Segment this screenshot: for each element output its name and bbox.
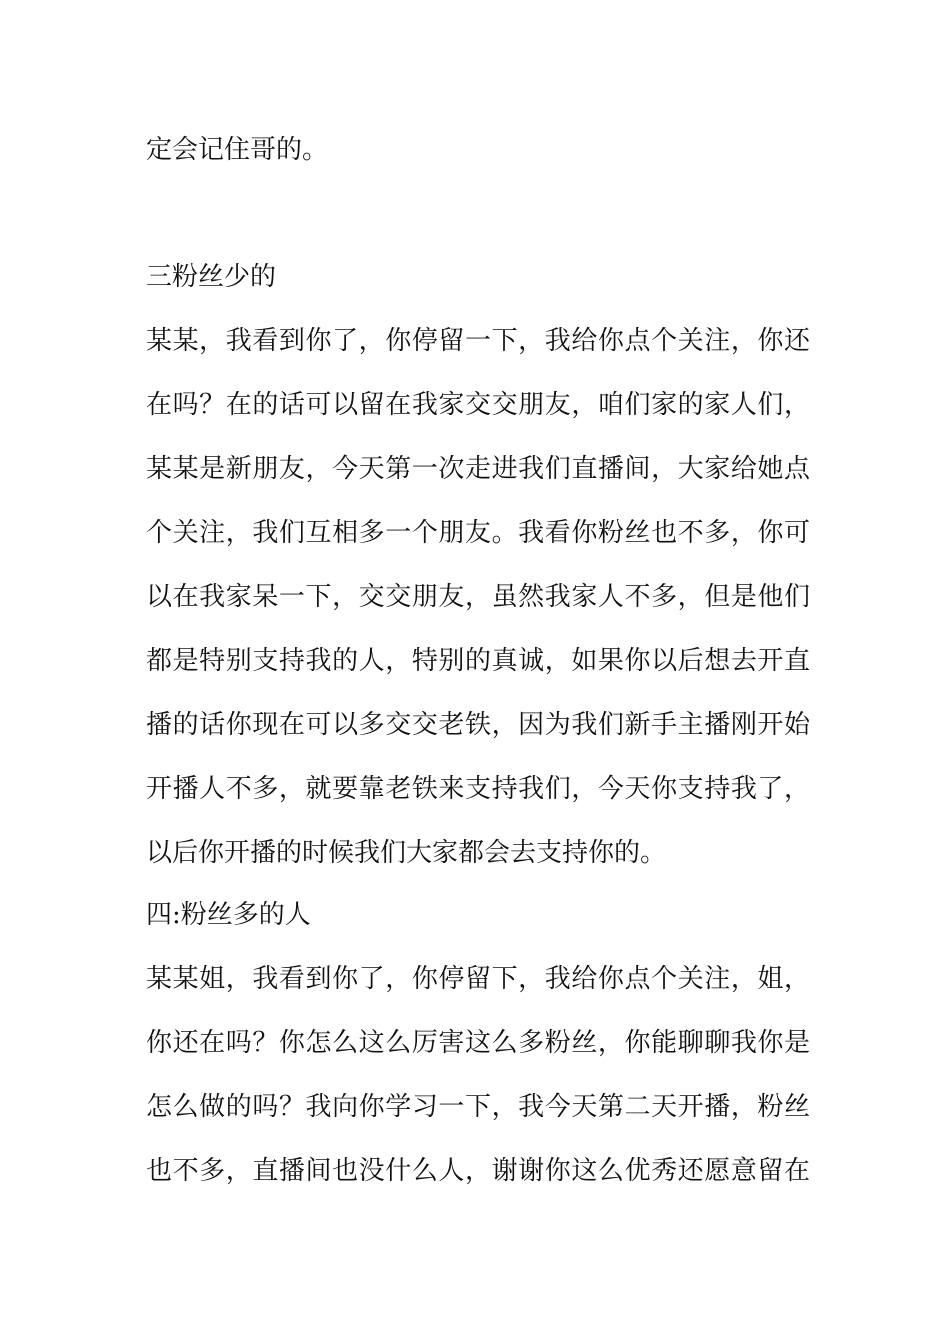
paragraph-line: 以后你开播的时候我们大家都会去支持你的。 (146, 838, 667, 868)
paragraph-line: 某某姐，我看到你了，你停留下，我给你点个关注，姐， (146, 964, 810, 994)
paragraph-line: 在吗？在的话可以留在我家交交朋友，咱们家的家人们， (146, 390, 810, 420)
section-heading-many-fans: 四:粉丝多的人 (146, 900, 311, 930)
paragraph-line: 怎么做的吗？我向你学习一下，我今天第二天开播，粉丝 (146, 1092, 810, 1122)
paragraph-line: 也不多，直播间也没什么人，谢谢你这么优秀还愿意留在 (146, 1156, 810, 1186)
paragraph-line: 播的话你现在可以多交交老铁，因为我们新手主播刚开始 (146, 710, 810, 740)
paragraph-line: 某某是新朋友，今天第一次走进我们直播间，大家给她点 (146, 454, 810, 484)
paragraph-line: 某某，我看到你了，你停留一下，我给你点个关注，你还 (146, 326, 810, 356)
text-line-continuation: 定会记住哥的。 (146, 135, 329, 165)
paragraph-line: 以在我家呆一下，交交朋友，虽然我家人不多，但是他们 (146, 582, 810, 612)
paragraph-line: 都是特别支持我的人，特别的真诚，如果你以后想去开直 (146, 646, 810, 676)
section-heading-few-fans: 三粉丝少的 (146, 262, 277, 292)
paragraph-line: 开播人不多，就要靠老铁来支持我们，今天你支持我了， (146, 774, 810, 804)
paragraph-line: 个关注，我们互相多一个朋友。我看你粉丝也不多，你可 (146, 518, 810, 548)
paragraph-line: 你还在吗？你怎么这么厉害这么多粉丝，你能聊聊我你是 (146, 1028, 810, 1058)
